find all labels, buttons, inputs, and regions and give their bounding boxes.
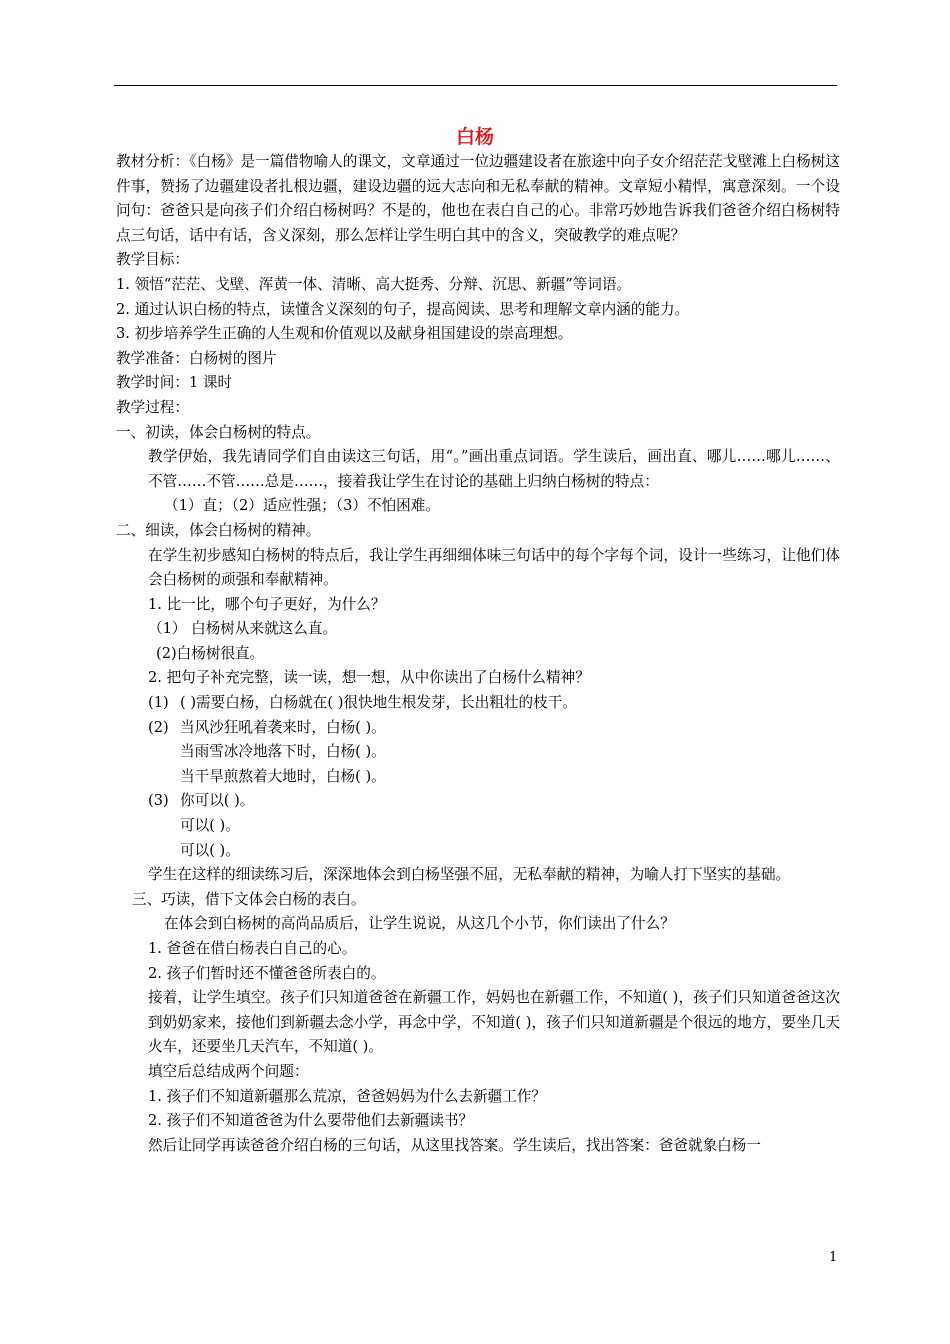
section-one-heading: 一、初读，体会白杨树的特点。: [116, 423, 321, 441]
exercise-number: (2): [148, 718, 169, 736]
exercise-text: ( )需要白杨，白杨就在( )很快地生根发芽，长出粗壮的枝干。: [180, 694, 577, 712]
process-heading: 教学过程：: [116, 398, 189, 416]
preparation-line: 教学准备：白杨树的图片: [116, 349, 277, 367]
exercise-line: [116, 716, 840, 741]
section-three-point: 1. 爸爸在借白杨表白自己的心。: [148, 940, 357, 957]
exercise-text: 当风沙狂吼着袭来时，白杨( )。: [180, 718, 386, 736]
analysis-paragraph: 教材分析：《白杨》是一篇借物喻人的课文，文章通过一位边疆建设者在旅途中向子女介绍茫茫戈壁滩上白杨树这件事，赞扬了边疆建设者扎根边疆，建设边疆的远大志向和无私奉献的精神。文章短小精悍，寓意深刻。一个设问句：爸爸只是向孩子们介绍白杨树吗？不是的，他也在表白自己的心。非常巧妙地告诉我们爸爸介绍白杨树特点三句话，话中有话，含义深刻，那么怎样让学生明白其中的含义，突破教学的难点呢？: [116, 153, 840, 244]
section-two-summary: 学生在这样的细读练习后，深深地体会到白杨坚强不屈，无私奉献的精神，为喻人打下坚实的基础。: [148, 866, 791, 884]
goal-item: 3. 初步培养学生正确的人生观和价值观以及献身祖国建设的崇高理想。: [116, 325, 573, 343]
section-three-heading: 三、巧读，借下文体会白杨的表白。: [132, 890, 366, 908]
fill-in-paragraph: 接着，让学生填空。孩子们只知道爸爸在新疆工作，妈妈也在新疆工作，不知道( )，孩子们只知道爸爸这次到奶奶家来，接他们到新疆去念小学，再念中学，不知道( )，孩子们只知道新疆是个很远的地方，要坐几天火车，还要坐几天汽车，不知道( )。: [148, 989, 840, 1056]
exercise-number: (3): [148, 792, 169, 810]
summary-line: 填空后总结成两个问题：: [148, 1062, 309, 1080]
question-one-option-b: (2)白杨树很直。: [156, 644, 265, 662]
section-two-heading: 二、细读，体会白杨树的精神。: [116, 521, 321, 539]
goal-item: 1. 领悟“茫茫、戈壁、浑黄一体、清晰、高大挺秀、分辩、沉思、新疆”等词语。: [116, 275, 632, 293]
question-one-option-a: （1） 白杨树从来就这么直。: [148, 620, 338, 638]
goals-heading: 教学目标：: [116, 251, 189, 269]
exercise-line: [116, 789, 840, 814]
goal-item: 2. 通过认识白杨的特点，读懂含义深刻的句子，提高阅读、思考和理解文章内涵的能力。: [116, 300, 690, 318]
exercise-line: 可以( )。: [180, 841, 240, 859]
exercise-line: 当干旱煎熬着大地时，白杨( )。: [180, 767, 386, 785]
document-title: 白杨: [455, 126, 494, 148]
section-one-paragraph: 教学伊始，我先请同学们自由读这三句话，用“。”画出重点词语。学生读后，画出直、哪儿……哪儿……、不管……不管……总是……，接着我让学生在讨论的基础上归纳白杨树的特点：: [148, 448, 840, 490]
section-three-point: 2. 孩子们暂时还不懂爸爸所表白的。: [148, 964, 386, 982]
exercise-text: 你可以( )。: [180, 792, 255, 810]
question-one: 1. 比一比，哪个句子更好，为什么？: [148, 595, 386, 613]
section-one-points: （1）直；（2）适应性强；（3）不怕困难。: [164, 497, 440, 515]
exercise-line: [116, 691, 840, 716]
question-two: 2. 把句子补充完整，读一读，想一想，从中你读出了白杨什么精神？: [148, 669, 590, 687]
summary-question: 1. 孩子们不知道新疆那么荒凉，爸爸妈妈为什么去新疆工作？: [148, 1087, 547, 1105]
page-number: 1: [829, 1250, 838, 1265]
header-rule: [114, 85, 837, 86]
document-body: [116, 150, 840, 1158]
summary-question: 2. 孩子们不知道爸爸为什么要带他们去新疆读书？: [148, 1112, 474, 1130]
exercise-line: 可以( )。: [180, 817, 240, 835]
exercise-number: (1): [148, 694, 169, 712]
exercise-line: 当雨雪冰冷地落下时，白杨( )。: [180, 743, 386, 761]
section-two-paragraph: 在学生初步感知白杨树的特点后，我让学生再细细体味三句话中的每个字每个词，设计一些练习，让他们体会白杨树的顽强和奉献精神。: [148, 546, 840, 589]
closing-line: 然后让同学再读爸爸介绍白杨的三句话，从这里找答案。学生读后，找出答案：爸爸就象白杨一: [148, 1136, 761, 1154]
time-line: 教学时间：1 课时: [116, 374, 233, 392]
section-three-paragraph: 在体会到白杨树的高尚品质后，让学生说说，从这几个小节，你们读出了什么？: [164, 915, 675, 933]
